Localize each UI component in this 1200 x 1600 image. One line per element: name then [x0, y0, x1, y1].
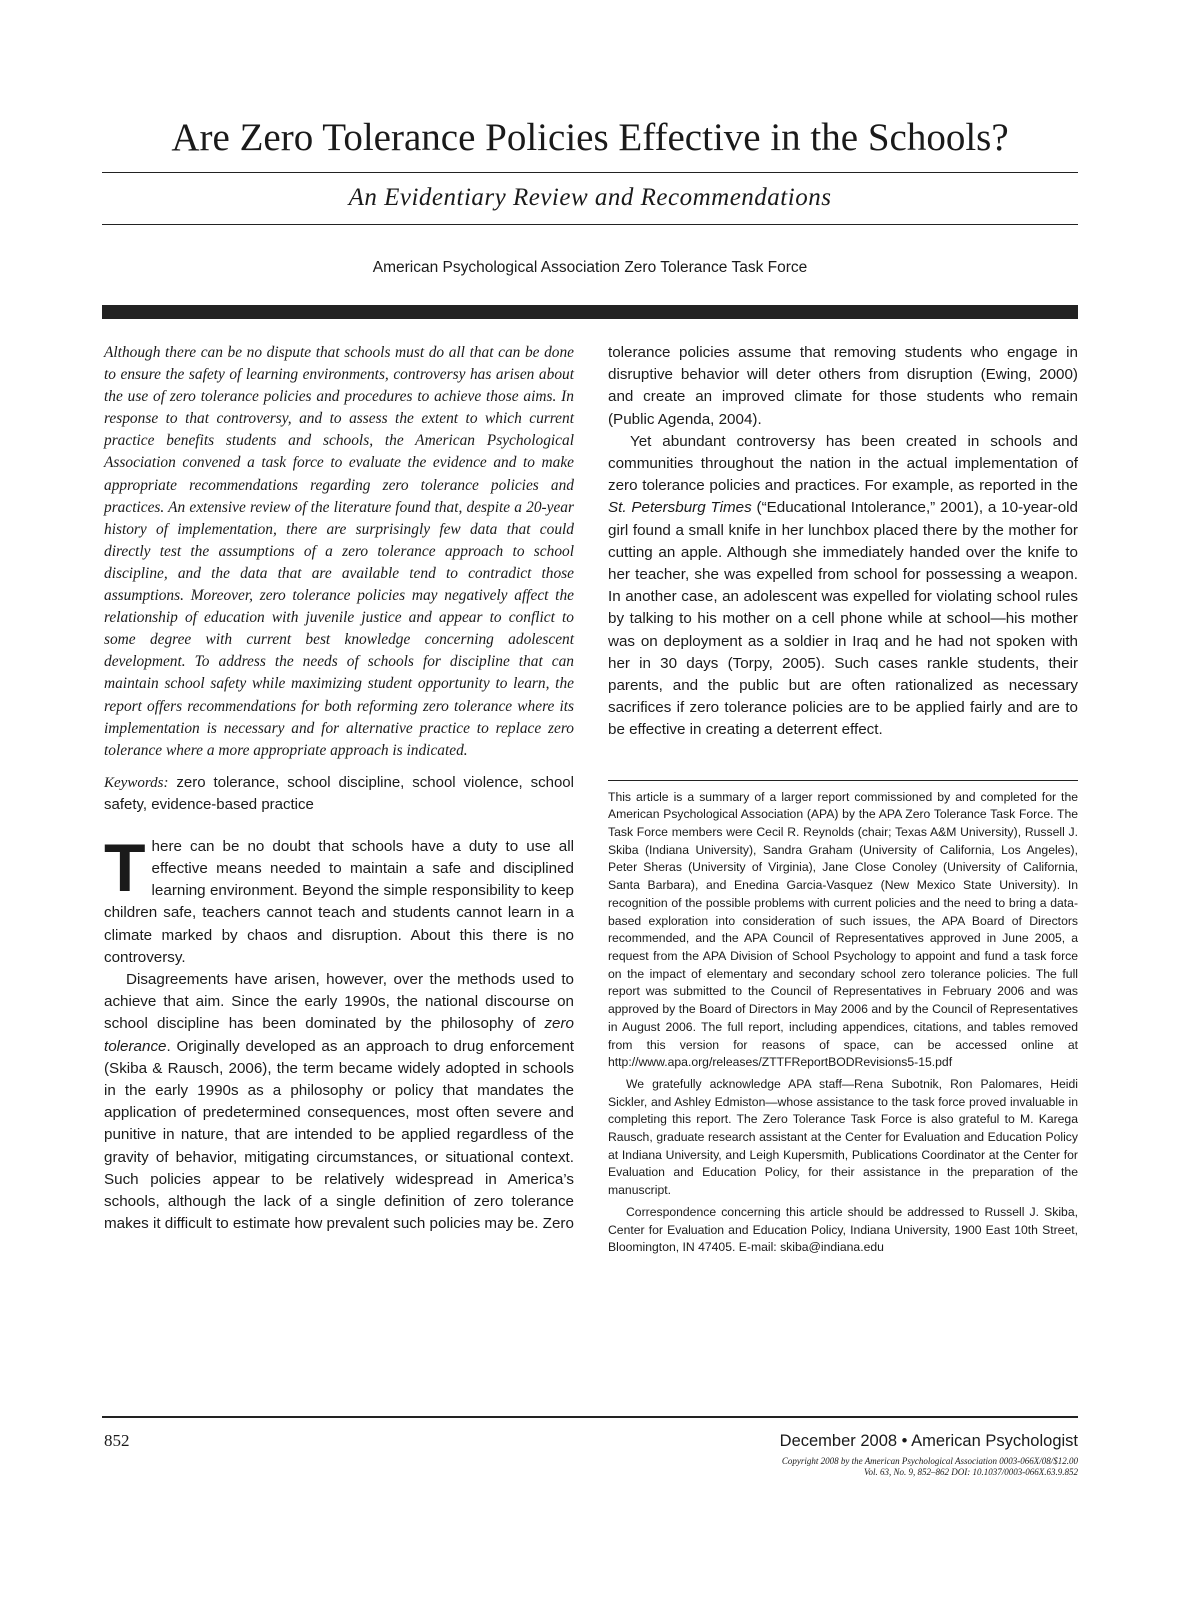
keywords	[104, 772, 574, 816]
copyright-line-2: Vol. 63, No. 9, 852–862 DOI: 10.1037/0003-066X.63.9.852	[864, 1467, 1078, 1477]
body-paragraph-4	[608, 431, 1078, 742]
article-title: Are Zero Tolerance Policies Effective in the Schools?	[171, 116, 1009, 159]
body-paragraph-3: tolerance policies assume that removing students who engage in disruptive behavior will deter others from disruption (Ewing, 2000) and create an improved climate for those students who remain (Public Agenda, 2004).	[608, 344, 1078, 428]
abstract: Although there can be no dispute that schools must do all that can be done to ensure the safety of learning environments, controversy has arisen about the use of zero tolerance policies and procedures to achieve those aims. In response to that controversy, and to assess the extent to which current practice benefits students and schools, the American Psychological Association convened a task force to evaluate the evidence and to make appropriate recommendations regarding zero tolerance policies and practices. An extensive review of the literature found that, despite a 20-year history of implementation, there are surprisingly few data that could directly test the assumptions of a zero tolerance approach to school discipline, and the data that are available tend to contradict those assumptions. Moreover, zero tolerance policies may negatively affect the relationship of education with juvenile justice and appear to conflict to some degree with current best knowledge concerning adolescent development. To address the needs of schools for discipline that can maintain school safety while maximizing student opportunity to learn, the report offers recommendations for both reforming zero tolerance where its implementation is necessary and for alternative practice to replace zero tolerance where a more appropriate approach is indicated.	[104, 344, 574, 759]
drop-cap: T	[104, 829, 146, 906]
body-paragraph-4-b: (“Educational Intolerance,” 2001), a 10-year-old girl found a small knife in her lunchbox placed there by the mother for cutting an apple. Although she immediately handed over the knife to her teacher, she was expelled from school for possessing a weapon. In another case, an adolescent was expelled for violating school rules by talking to his mother on a cell phone while at school—his mother was on deployment as a soldier in Iraq and he had not spoken with her in 30 days (Torpy, 2005). Such cases rankle students, their parents, and the public but are often rationalized as necessary sacrifices if zero tolerance policies are to be applied fairly and are to be effective in creating a deterrent effect.	[608, 499, 1078, 739]
left-column	[104, 342, 574, 1235]
footnote-rule	[608, 780, 1078, 781]
body-paragraph-2-emphasis: zero tolerance	[104, 1015, 574, 1055]
body-paragraph-4-emphasis: St. Petersburg Times	[608, 499, 752, 517]
header-thick-rule	[102, 305, 1078, 319]
author-line: American Psychological Association Zero Tolerance Task Force	[372, 259, 808, 276]
copyright-line-1: Copyright 2008 by the American Psychological Association 0003-066X/08/$12.00	[781, 1456, 1078, 1466]
subtitle-bottom-rule	[102, 224, 1078, 225]
body-paragraph-2-b: . Originally developed as an approach to drug enforcement (Skiba & Rausch, 2006), the term became widely adopted in schools in the early 1990s as a philosophy or policy that mandates the application of predetermined consequences, most often severe and punitive in nature, that are intended to be applied regardless of the gravity of behavior, mitigating circumstances, or situational context. Such policies appear to be relatively widespread in America’s schools, although the lack of a single definition of zero tolerance makes it difficult to estimate how prevalent such policies may be. Zero	[104, 1037, 574, 1233]
page-number: 852	[104, 1431, 130, 1450]
body-paragraph-2-a: Disagreements have arisen, however, over the methods used to achieve that aim. Since the early 1990s, the national discourse on school discipline has been dominated by the philosophy of	[104, 971, 574, 1033]
title-top-rule	[102, 172, 1078, 173]
footnote-correspondence: Correspondence concerning this article should be addressed to Russell J. Skiba, Center for Evaluation and Education Policy, Indiana University, 1900 East 10th Street, Bloomington, IN 47405. E-mail: skiba@indiana.edu	[608, 1204, 1078, 1255]
article-subtitle: An Evidentiary Review and Recommendations	[348, 184, 832, 211]
body-paragraph-2	[104, 969, 574, 1235]
keywords-text: zero tolerance, school discipline, school violence, school safety, evidence-based practice	[104, 773, 574, 813]
footnote-authors: This article is a summary of a larger report commissioned by and completed for the American Psychological Association (APA) by the APA Zero Tolerance Task Force. The Task Force members were Cecil R. Reynolds (chair; Texas A&M University), Russell J. Skiba (Indiana University), Sandra Graham (University of California, Los Angeles), Peter Sheras (University of Virginia), Jane Close Conoley (University of California, Santa Barbara), and Enedina Garcia-Vasquez (New Mexico State University). In recognition of the possible problems with current policies and the need to bring a data-based exploration into consideration of such issues, the APA Board of Directors recommended, and the APA Council of Representatives approved in June 2005, a request from the APA Division of School Psychology to appoint and fund a task force on the impact of elementary and secondary school zero tolerance policies. The full report was submitted to the Council of Representatives in February 2006 and was approved by the Board of Directors in May 2006 and by the Council of Representatives in August 2006. The full report, including appendices, citations, and tables removed from this version for reasons of space, can be accessed online at http://www.apa.org/releases/ZTTFReportBODRevisions5-15.pdf	[608, 789, 1078, 1070]
intro-paragraph-text: here can be no doubt that schools have a duty to use all effective means needed to maintain a safe and disciplined learning environment. Beyond the simple responsibility to keep children safe, teachers cannot teach and students cannot learn in a climate marked by chaos and disruption. About this there is no controversy.	[104, 837, 574, 966]
body-paragraph-4-a: Yet abundant controversy has been created in schools and communities throughout the nation in the actual implementation of zero tolerance policies and practices. For example, as reported in the	[608, 432, 1078, 495]
keywords-label: Keywords:	[104, 774, 169, 791]
right-column	[608, 342, 1078, 1257]
footnote-acknowledgments: We gratefully acknowledge APA staff—Rena Subotnik, Ron Palomares, Heidi Sickler, and Ashley Edmiston—whose assistance to the task force proved invaluable in completing this report. The Zero Tolerance Task Force is also grateful to M. Karega Rausch, graduate research assistant at the Center for Evaluation and Education Policy at Indiana University, and Leigh Kupersmith, Publications Coordinator at the Center for Evaluation and Education Policy, for their assistance in the preparation of the manuscript.	[608, 1076, 1078, 1198]
intro-paragraph	[104, 829, 574, 969]
journal-info: December 2008 • American Psychologist	[779, 1432, 1078, 1450]
footer-rule	[102, 1416, 1078, 1418]
